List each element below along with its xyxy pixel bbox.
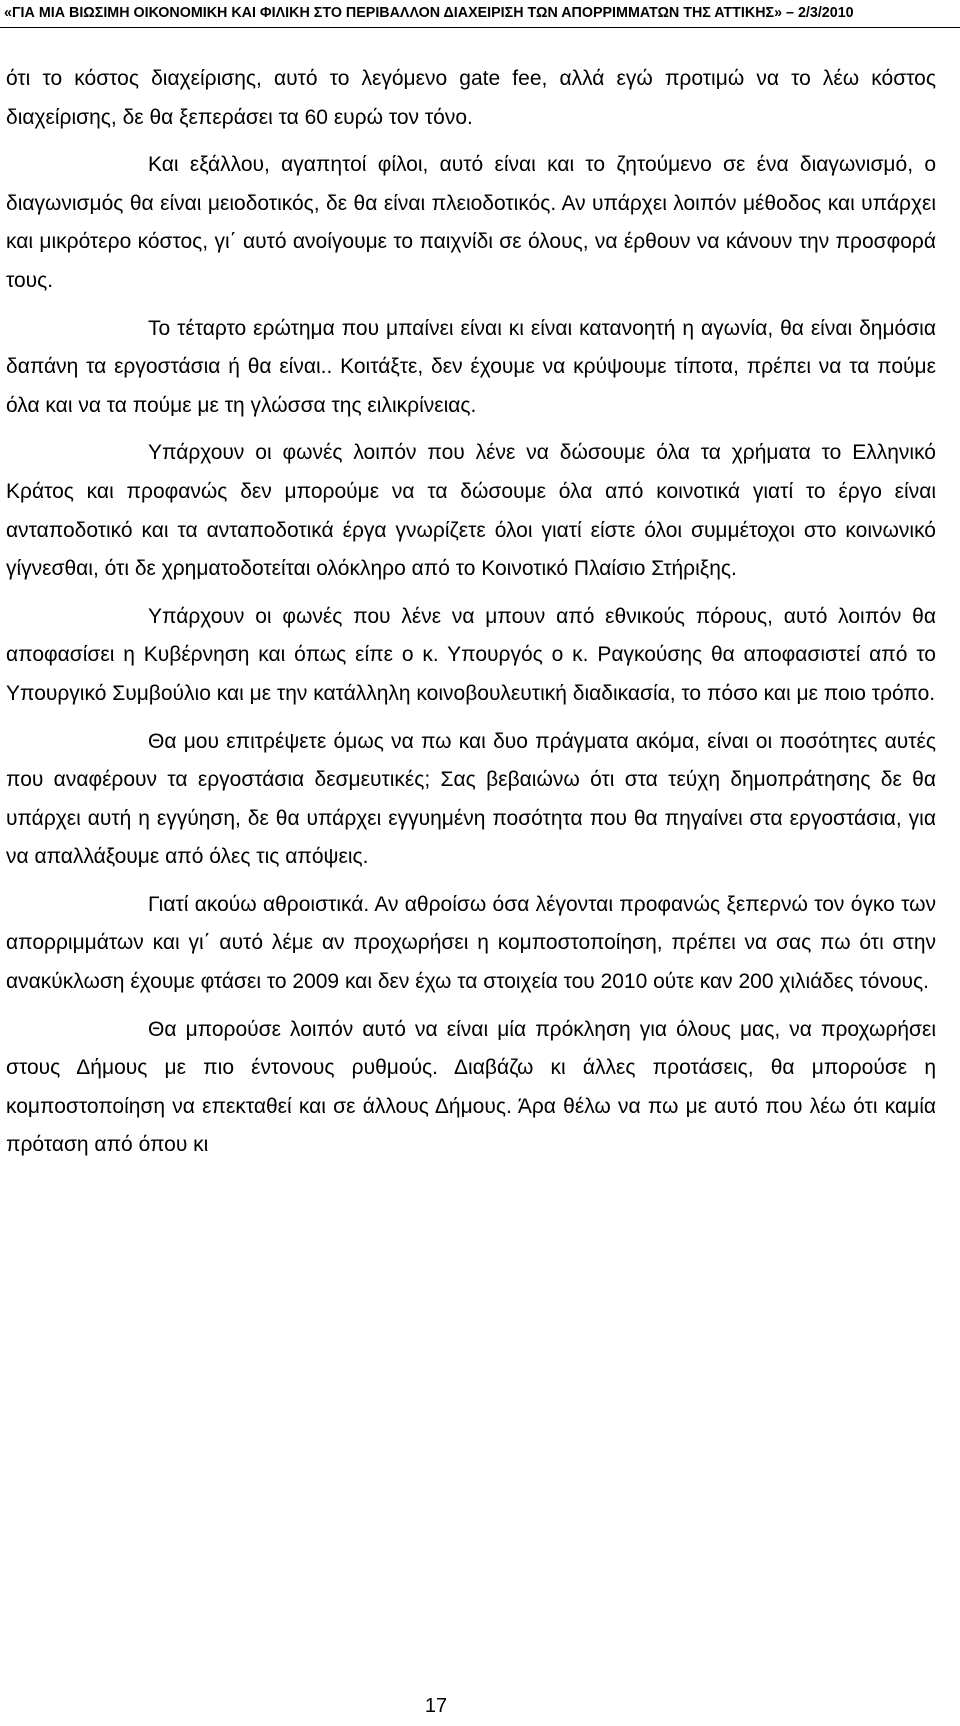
- paragraph: Γιατί ακούω αθροιστικά. Αν αθροίσω όσα λέγονται προφανώς ξεπερνώ τον όγκο των απορριμμάτων και γι΄ αυτό λέμε αν προχωρήσει η κομποστοποίηση, πρέπει να σας πω ότι στην ανακύκλωση έχουμε φτάσει το 2009 και δεν έχω τα στοιχεία του 2010 ούτε καν 200 χιλιάδες τόνους.: [6, 892, 936, 994]
- paragraph: Υπάρχουν οι φωνές λοιπόν που λένε να δώσουμε όλα τα χρήματα το Ελληνικό Κράτος και προφανώς δεν μπορούμε να τα δώσουμε όλα από κοινοτικά γιατί το έργο είναι ανταποδοτικό και τα ανταποδοτικά έργα γνωρίζετε όλοι γιατί είστε όλοι συμμέτοχοι στο κοινωνικό γίγνεσθαι, ότι δε χρηματοδοτείται ολόκληρο από το Κοινοτικό Πλαίσιο Στήριξης.: [6, 441, 936, 581]
- header-rule: [0, 27, 960, 28]
- paragraph: Θα μου επιτρέψετε όμως να πω και δυο πράγματα ακόμα, είναι οι ποσότητες αυτές που αναφέρουν τα εργοστάσια δεσμευτικές; Σας βεβαιώνω ότι στα τεύχη δημοπράτησης δε θα υπάρχει αυτή η εγγύηση, δε θα υπάρχει εγγυημένη ποσότητα που θα πηγαίνει στα εργοστάσια, για να απαλλάξουμε από όλες τις απόψεις.: [6, 729, 936, 869]
- paragraph: Υπάρχουν οι φωνές που λένε να μπουν από εθνικούς πόρους, αυτό λοιπόν θα αποφασίσει η Κυβέρνηση και όπως είπε ο κ. Υπουργός ο κ. Ραγκούσης θα αποφασιστεί από το Υπουργικό Συμβούλιο και με την κατάλληλη κοινοβουλευτική διαδικασία, το πόσο και με ποιο τρόπο.: [6, 604, 936, 705]
- paragraph: ότι το κόστος διαχείρισης, αυτό το λεγόμενο gate fee, αλλά εγώ προτιμώ να το λέω κόστος διαχείρισης, δε θα ξεπεράσει τα 60 ευρώ τον τόνο.: [6, 67, 936, 129]
- running-header: [0, 0, 960, 30]
- paragraph: Και εξάλλου, αγαπητοί φίλοι, αυτό είναι και το ζητούμενο σε ένα διαγωνισμό, ο διαγωνισμός θα είναι μειοδοτικός, δε θα είναι πλειοδοτικός. Αν υπάρχει λοιπόν μέθοδος και υπάρχει και μικρότερο κόστος, γι΄ αυτό ανοίγουμε το παιχνίδι σε όλους, να έρθουν να κάνουν την προσφορά τους.: [6, 153, 936, 292]
- paragraph: Το τέταρτο ερώτημα που μπαίνει είναι κι είναι κατανοητή η αγωνία, θα είναι δημόσια δαπάνη τα εργοστάσια ή θα είναι.. Κοιτάξτε, δεν έχουμε να κρύψουμε τίποτα, πρέπει να τα πούμε όλα και να τα πούμε με τη γλώσσα της ειλικρίνειας.: [6, 316, 936, 417]
- document-body: [6, 60, 936, 1165]
- page-number: 17: [424, 1695, 448, 1717]
- paragraph: Θα μπορούσε λοιπόν αυτό να είναι μία πρόκληση για όλους μας, να προχωρήσει στους Δήμους με πιο έντονους ρυθμούς. Διαβάζω κι άλλες προτάσεις, θα μπορούσε η κομποστοποίηση να επεκταθεί και σε άλλους Δήμους. Άρα θέλω να πω με αυτό που λέω ότι καμία πρόταση από όπου κι: [6, 1017, 936, 1157]
- running-header-title: «ΓΙΑ ΜΙΑ ΒΙΩΣΙΜΗ ΟΙΚΟΝΟΜΙΚΗ ΚΑΙ ΦΙΛΙΚΗ ΣΤΟ ΠΕΡΙΒΑΛΛΟΝ ΔΙΑΧΕΙΡΙΣΗ ΤΩΝ ΑΠΟΡΡΙΜΜΑΤΩΝ ΤΗΣ ΑΤΤΙΚΗΣ» – 2/3/2010: [4, 5, 854, 21]
